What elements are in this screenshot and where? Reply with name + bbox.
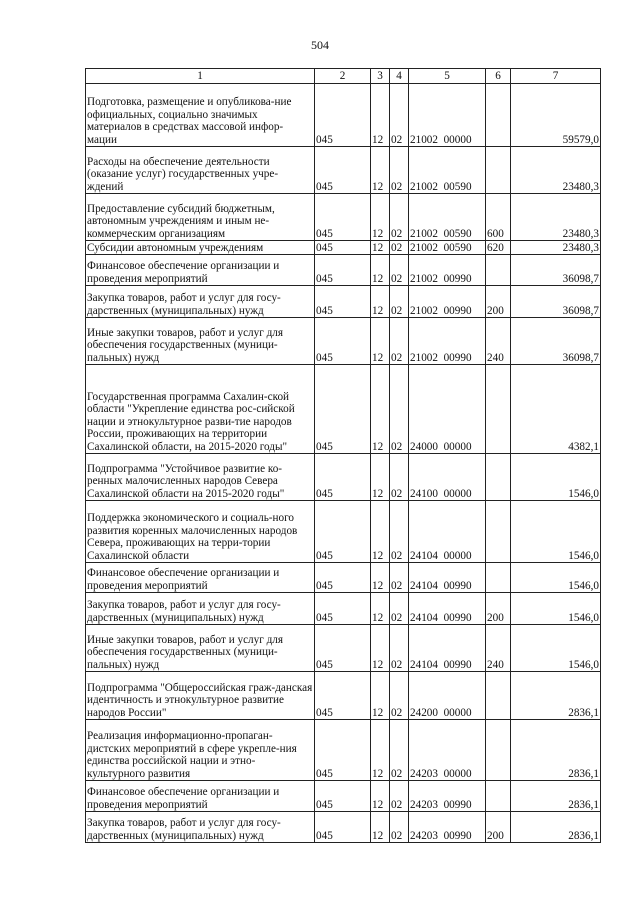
table-row bbox=[86, 255, 601, 286]
ministry-code: 045 bbox=[315, 255, 371, 286]
amount-value: 1546,0 bbox=[511, 501, 601, 563]
section-code: 12 bbox=[371, 454, 390, 501]
section-code: 12 bbox=[371, 781, 390, 812]
expense-type-code bbox=[486, 720, 511, 781]
target-article-code: 24104 00000 bbox=[409, 501, 486, 563]
section-code: 12 bbox=[371, 147, 390, 194]
column-header: 4 bbox=[390, 69, 409, 84]
section-code: 12 bbox=[371, 672, 390, 720]
target-article-code: 21002 00990 bbox=[409, 286, 486, 318]
target-article-code: 21002 00990 bbox=[409, 255, 486, 286]
subsection-code: 02 bbox=[390, 147, 409, 194]
target-article-code: 24104 00990 bbox=[409, 563, 486, 593]
subsection-code: 02 bbox=[390, 563, 409, 593]
subsection-code: 02 bbox=[390, 720, 409, 781]
section-code: 12 bbox=[371, 501, 390, 563]
ministry-code: 045 bbox=[315, 147, 371, 194]
amount-value: 4382,1 bbox=[511, 365, 601, 454]
subsection-code: 02 bbox=[390, 625, 409, 672]
item-name: Финансовое обеспечение организации и проведения мероприятий bbox=[86, 255, 315, 286]
table-row bbox=[86, 318, 601, 365]
amount-value: 1546,0 bbox=[511, 563, 601, 593]
target-article-code: 24200 00000 bbox=[409, 672, 486, 720]
table-row bbox=[86, 194, 601, 241]
expense-type-code: 200 bbox=[486, 286, 511, 318]
table-body bbox=[86, 84, 601, 843]
amount-value: 1546,0 bbox=[511, 593, 601, 625]
expense-type-code: 240 bbox=[486, 625, 511, 672]
amount-value: 2836,1 bbox=[511, 781, 601, 812]
expense-type-code bbox=[486, 501, 511, 563]
item-name: Иные закупки товаров, работ и услуг для обеспечения государственных (муници-пальных) нужд bbox=[86, 625, 315, 672]
target-article-code: 21002 00990 bbox=[409, 318, 486, 365]
target-article-code: 24000 00000 bbox=[409, 365, 486, 454]
subsection-code: 02 bbox=[390, 454, 409, 501]
ministry-code: 045 bbox=[315, 318, 371, 365]
ministry-code: 045 bbox=[315, 454, 371, 501]
ministry-code: 045 bbox=[315, 286, 371, 318]
ministry-code: 045 bbox=[315, 720, 371, 781]
column-header: 7 bbox=[511, 69, 601, 84]
ministry-code: 045 bbox=[315, 781, 371, 812]
amount-value: 2836,1 bbox=[511, 720, 601, 781]
section-code: 12 bbox=[371, 286, 390, 318]
table-row bbox=[86, 84, 601, 147]
section-code: 12 bbox=[371, 593, 390, 625]
subsection-code: 02 bbox=[390, 812, 409, 843]
item-name: Предоставление субсидий бюджетным, автономным учреждениям и иным не-коммерческим организациям bbox=[86, 194, 315, 241]
table-row bbox=[86, 563, 601, 593]
table-row bbox=[86, 672, 601, 720]
column-header: 2 bbox=[315, 69, 371, 84]
amount-value: 1546,0 bbox=[511, 625, 601, 672]
expense-type-code bbox=[486, 147, 511, 194]
expense-type-code: 200 bbox=[486, 593, 511, 625]
item-name: Подпрограмма "Устойчивое развитие ко-ренных малочисленных народов Севера Сахалинской области на 2015-2020 годы" bbox=[86, 454, 315, 501]
ministry-code: 045 bbox=[315, 84, 371, 147]
ministry-code: 045 bbox=[315, 241, 371, 255]
expense-type-code: 240 bbox=[486, 318, 511, 365]
item-name: Государственная программа Сахалин-ской области "Укрепление единства рос-сийской нации и этнокультурное разви-тие народов России, проживающих на территории Сахалинской области, на 2015-2020 годы" bbox=[86, 365, 315, 454]
item-name: Закупка товаров, работ и услуг для госу-дарственных (муниципальных) нужд bbox=[86, 593, 315, 625]
target-article-code: 21002 00590 bbox=[409, 241, 486, 255]
section-code: 12 bbox=[371, 318, 390, 365]
expense-type-code bbox=[486, 365, 511, 454]
subsection-code: 02 bbox=[390, 318, 409, 365]
subsection-code: 02 bbox=[390, 241, 409, 255]
item-name: Подготовка, размещение и опубликова-ние официальных, социально значимых материалов в средствах массовой инфор-мации bbox=[86, 84, 315, 147]
ministry-code: 045 bbox=[315, 593, 371, 625]
expense-type-code bbox=[486, 255, 511, 286]
ministry-code: 045 bbox=[315, 625, 371, 672]
subsection-code: 02 bbox=[390, 286, 409, 318]
ministry-code: 045 bbox=[315, 365, 371, 454]
target-article-code: 24203 00990 bbox=[409, 812, 486, 843]
table-row bbox=[86, 625, 601, 672]
subsection-code: 02 bbox=[390, 365, 409, 454]
column-header: 1 bbox=[86, 69, 315, 84]
ministry-code: 045 bbox=[315, 501, 371, 563]
table-row bbox=[86, 501, 601, 563]
item-name: Субсидии автономным учреждениям bbox=[86, 241, 315, 255]
amount-value: 36098,7 bbox=[511, 255, 601, 286]
header-row bbox=[86, 69, 601, 84]
expense-type-code bbox=[486, 672, 511, 720]
item-name: Расходы на обеспечение деятельности (оказание услуг) государственных учре-ждений bbox=[86, 147, 315, 194]
amount-value: 1546,0 bbox=[511, 454, 601, 501]
amount-value: 59579,0 bbox=[511, 84, 601, 147]
subsection-code: 02 bbox=[390, 672, 409, 720]
subsection-code: 02 bbox=[390, 501, 409, 563]
column-header: 3 bbox=[371, 69, 390, 84]
amount-value: 2836,1 bbox=[511, 672, 601, 720]
item-name: Закупка товаров, работ и услуг для госу-дарственных (муниципальных) нужд bbox=[86, 286, 315, 318]
table-row bbox=[86, 593, 601, 625]
amount-value: 36098,7 bbox=[511, 318, 601, 365]
amount-value: 23480,3 bbox=[511, 194, 601, 241]
section-code: 12 bbox=[371, 563, 390, 593]
expense-type-code bbox=[486, 563, 511, 593]
column-header: 6 bbox=[486, 69, 511, 84]
table-row bbox=[86, 454, 601, 501]
subsection-code: 02 bbox=[390, 593, 409, 625]
ministry-code: 045 bbox=[315, 672, 371, 720]
expense-type-code: 200 bbox=[486, 812, 511, 843]
section-code: 12 bbox=[371, 625, 390, 672]
item-name: Финансовое обеспечение организации и проведения мероприятий bbox=[86, 563, 315, 593]
table-row bbox=[86, 147, 601, 194]
target-article-code: 24104 00990 bbox=[409, 593, 486, 625]
ministry-code: 045 bbox=[315, 812, 371, 843]
expense-type-code bbox=[486, 84, 511, 147]
ministry-code: 045 bbox=[315, 563, 371, 593]
section-code: 12 bbox=[371, 812, 390, 843]
amount-value: 23480,3 bbox=[511, 147, 601, 194]
page-number: 504 bbox=[311, 38, 329, 52]
table-row bbox=[86, 720, 601, 781]
budget-table bbox=[85, 68, 601, 843]
target-article-code: 24104 00990 bbox=[409, 625, 486, 672]
subsection-code: 02 bbox=[390, 255, 409, 286]
target-article-code: 24203 00990 bbox=[409, 781, 486, 812]
item-name: Поддержка экономического и социаль-ного развития коренных малочисленных народов Севера, проживающих на терри-тории Сахалинской области bbox=[86, 501, 315, 563]
expense-type-code: 620 bbox=[486, 241, 511, 255]
table-row bbox=[86, 365, 601, 454]
amount-value: 23480,3 bbox=[511, 241, 601, 255]
subsection-code: 02 bbox=[390, 84, 409, 147]
item-name: Реализация информационно-пропаган-дистских мероприятий в сфере укрепле-ния единства российской нации и этно-культурного развития bbox=[86, 720, 315, 781]
column-header: 5 bbox=[409, 69, 486, 84]
item-name: Подпрограмма "Общероссийская граж-данская идентичность и этнокультурное развитие народов России" bbox=[86, 672, 315, 720]
section-code: 12 bbox=[371, 194, 390, 241]
section-code: 12 bbox=[371, 720, 390, 781]
subsection-code: 02 bbox=[390, 194, 409, 241]
amount-value: 36098,7 bbox=[511, 286, 601, 318]
expense-type-code bbox=[486, 454, 511, 501]
section-code: 12 bbox=[371, 255, 390, 286]
table-row bbox=[86, 241, 601, 255]
section-code: 12 bbox=[371, 241, 390, 255]
target-article-code: 24203 00000 bbox=[409, 720, 486, 781]
target-article-code: 21002 00590 bbox=[409, 194, 486, 241]
expense-type-code bbox=[486, 781, 511, 812]
target-article-code: 24100 00000 bbox=[409, 454, 486, 501]
expense-type-code: 600 bbox=[486, 194, 511, 241]
target-article-code: 21002 00000 bbox=[409, 84, 486, 147]
ministry-code: 045 bbox=[315, 194, 371, 241]
table-row bbox=[86, 781, 601, 812]
section-code: 12 bbox=[371, 84, 390, 147]
section-code: 12 bbox=[371, 365, 390, 454]
item-name: Финансовое обеспечение организации и проведения мероприятий bbox=[86, 781, 315, 812]
amount-value: 2836,1 bbox=[511, 812, 601, 843]
target-article-code: 21002 00590 bbox=[409, 147, 486, 194]
table-row bbox=[86, 812, 601, 843]
subsection-code: 02 bbox=[390, 781, 409, 812]
item-name: Иные закупки товаров, работ и услуг для обеспечения государственных (муници-пальных) нужд bbox=[86, 318, 315, 365]
table-row bbox=[86, 286, 601, 318]
item-name: Закупка товаров, работ и услуг для госу-дарственных (муниципальных) нужд bbox=[86, 812, 315, 843]
